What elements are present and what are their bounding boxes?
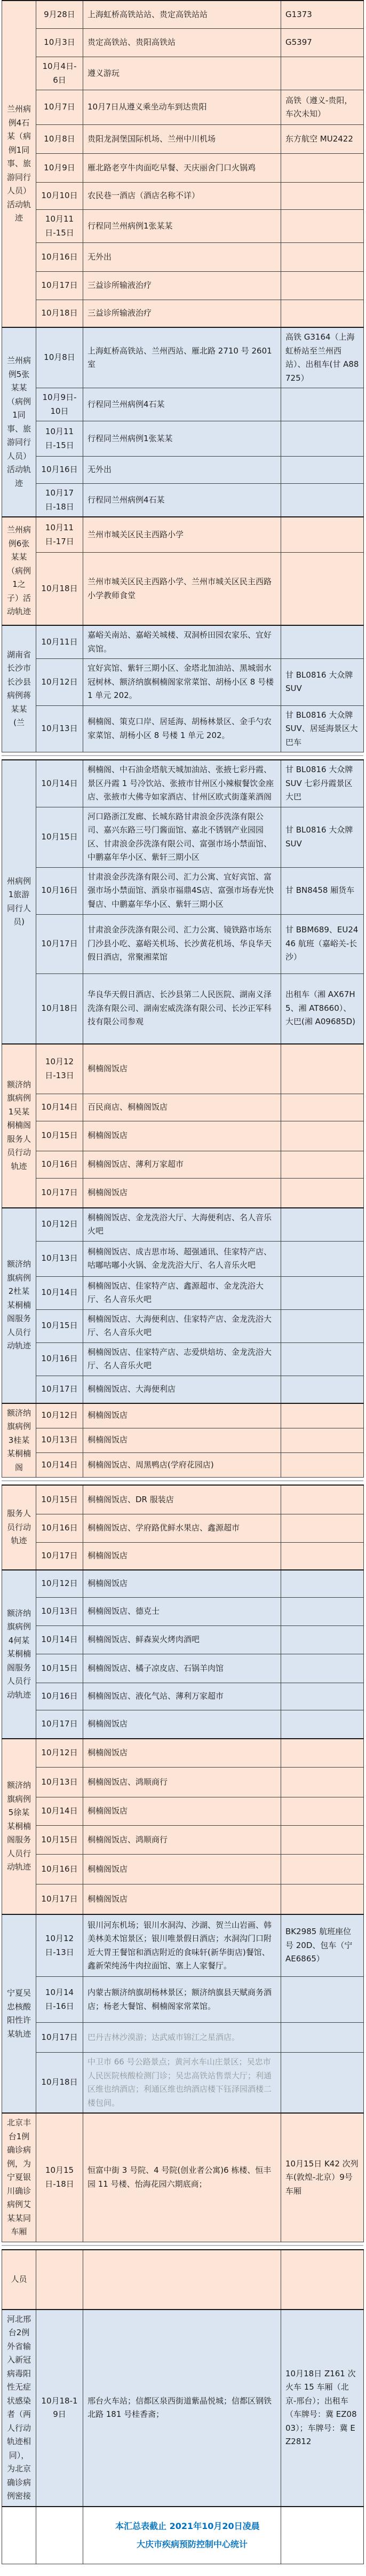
transport-cell: 东方航空 MU2422 — [281, 125, 364, 154]
activity-cell: 桐楠阁饭店 — [83, 1884, 281, 1915]
table-row — [2, 1884, 364, 1915]
transport-cell — [281, 2023, 364, 2053]
activity-cell: 桐楠阁饭店、鲜森炭火烤肉酒吧 — [83, 1626, 281, 1654]
table-row — [2, 1309, 364, 1342]
date-cell: 10月8日 — [36, 125, 83, 154]
case-label: 兰州病例4石某（病例1同事、旅游同行人员）活动轨迹 — [2, 1, 36, 327]
transport-cell — [281, 300, 364, 328]
table-row — [2, 1121, 364, 1151]
table-row — [2, 867, 364, 914]
date-cell: 10月12日-13日 — [36, 1044, 83, 1094]
activity-cell: 行程同兰州病例4石某 — [83, 388, 281, 421]
date-cell: 10月17日 — [36, 1884, 83, 1915]
table-row — [2, 272, 364, 300]
activity-cell: 农民巷一酒店（酒店名称不详） — [83, 183, 281, 210]
footer-empty-date-cell — [36, 2507, 83, 2564]
table-row — [2, 125, 364, 154]
table-row — [2, 1710, 364, 1739]
case-label: 兰州病例6张某某（病例1之子）活动轨迹 — [2, 517, 36, 625]
date-cell: 10月17日 — [36, 2023, 83, 2053]
transport-cell — [281, 243, 364, 272]
activity-cell: 三益诊所输液治疗 — [83, 272, 281, 300]
case-label: 额济纳旗病例4何某某桐楠阁服务人员行动轨迹 — [2, 1570, 36, 1739]
case-label: 兰州病例5张某某（病例1同事、旅游同行人员）活动轨迹 — [2, 327, 36, 517]
table-row — [2, 2310, 364, 2507]
activity-cell: 桐楠阁饭店、金龙洗浴大厅、大海便利店、名人音乐火吧 — [83, 1208, 281, 1242]
activity-cell: 桐楠阁饭店、佳家特产店、志爱烘焙坊、金龙洗浴大厅、名人音乐火吧 — [83, 1342, 281, 1376]
transport-cell — [281, 1543, 364, 1570]
table-row — [2, 1452, 364, 1477]
date-cell: 10月16日 — [36, 1855, 83, 1884]
date-cell: 10月15日 — [36, 1826, 83, 1855]
transport-cell: G1373 — [281, 1, 364, 29]
table-row — [2, 1570, 364, 1598]
transport-cell — [281, 484, 364, 517]
date-cell: 10月12日 — [36, 1739, 83, 1768]
table-row — [2, 1514, 364, 1543]
table-row — [2, 1977, 364, 2023]
table-row — [2, 2053, 364, 2114]
date-cell: 10月14日 — [36, 1276, 83, 1309]
activity-cell: 上海虹桥高铁站、兰州西站、雁北路 2710 号 2601 室 — [83, 327, 281, 388]
table-row — [2, 183, 364, 210]
activity-cell: 中卫市 66 号公路景点；黄河水车山庄景区；吴忠市人民医院核酸检测门诊；吴忠高铁站售票大厅；利通区维也纳酒店；利通区维也纳酒店楼下钰泽园酒楼二楼包间。 — [83, 2053, 281, 2114]
activity-cell: 桐楠阁饭店、大海便利店、佳家特产店、金龙洗浴大厅、名人音乐火吧 — [83, 1309, 281, 1342]
activity-cell: 宜好宾馆、紫轩三期小区、金塔北加油站、黑城弱水冠树林、额济纳旗桐楠阁家常菜馆、胡杨小区 8 号楼 1 单元 202。 — [83, 659, 281, 706]
transport-cell — [281, 2053, 364, 2114]
activity-cell — [83, 2250, 281, 2310]
table-row — [2, 210, 364, 243]
date-cell: 10月15日 — [36, 1485, 83, 1514]
transport-cell — [281, 1855, 364, 1884]
transport-cell — [281, 1570, 364, 1598]
activity-cell: 桐楠阁饭店、液化气站、薄利万家超市 — [83, 1683, 281, 1710]
date-cell: 10月15日-18日 — [36, 2113, 83, 2242]
transport-cell — [281, 1485, 364, 1514]
date-cell: 10月16日 — [36, 1514, 83, 1543]
transport-cell — [281, 1121, 364, 1151]
table-row — [2, 1914, 364, 1977]
page-break — [2, 752, 363, 759]
table-row — [2, 388, 364, 421]
date-cell: 10月16日 — [36, 243, 83, 272]
table-row — [2, 327, 364, 388]
activity-cell: 河口路浙江发廊、长城东路甘肃浪金莎洗涤有限公司、嘉兴东路三号门酱面馆、嘉北不锈钢产业园园区、甘肃浪金莎洗涤有限公司、富强市场小禁面馆、中鹏嘉年华小区、紫轩三期小区 — [83, 807, 281, 867]
activity-cell: 桐楠阁饭店 — [83, 1403, 281, 1428]
footer-note-cell — [83, 2507, 281, 2564]
activity-cell: 桐楠阁饭店 — [83, 1121, 281, 1151]
transport-cell — [281, 457, 364, 484]
date-cell: 10月18日 — [36, 2053, 83, 2114]
transport-cell: 高铁（遵义-贵阳，车次未知） — [281, 90, 364, 125]
activity-cell: 无外出 — [83, 457, 281, 484]
trajectory-table-page-2 — [2, 759, 364, 1478]
activity-cell: 桐楠阁饭店 — [83, 1428, 281, 1452]
table-row — [2, 1739, 364, 1768]
date-cell: 10月17日 — [36, 272, 83, 300]
activity-cell: 桐楠阁饭店、鸿顺商行 — [83, 1826, 281, 1855]
date-cell: 10月17日 — [36, 914, 83, 973]
transport-cell — [281, 553, 364, 626]
date-cell: 10月9日-10日 — [36, 388, 83, 421]
activity-cell: 桐楠阁饭店 — [83, 1797, 281, 1826]
page-break — [2, 1478, 363, 1485]
activity-cell: 桐楠阁、中石油金塔航天城加油站、张掖七彩丹霞、景区丹霞 1 号冷饮站、张掖市甘州区小辣椒餐饮金座店、张掖市大佛寺如家酒店、甘州区欧式街蓬莱酒阁 — [83, 760, 281, 807]
table-row — [2, 517, 364, 553]
transport-cell: 甘 BL0816 大众牌 SUV — [281, 659, 364, 706]
activity-cell: 桐楠阁饭店 — [83, 1570, 281, 1598]
date-cell: 10月17日 — [36, 1178, 83, 1208]
case-label: 宁夏吴忠核酸阳性许某轨迹 — [2, 1914, 36, 2113]
table-row — [2, 2023, 364, 2053]
transport-cell: 甘 BL0816 大众牌 SUV、居延海景区大巴车 — [281, 705, 364, 752]
transport-cell: 高铁 G3164（上海虹桥站至兰州西站）、出租车(甘 A88725） — [281, 327, 364, 388]
date-cell: 10月18日 — [36, 553, 83, 626]
case-label: 额济纳旗病例2杜某某桐楠阁服务人员行动轨迹 — [2, 1208, 36, 1403]
date-cell: 10月16日 — [36, 1683, 83, 1710]
date-cell: 10月16日 — [36, 1342, 83, 1376]
case-label: 州病例1旅游同行人员) — [2, 760, 36, 1044]
footer-empty-label-cell — [2, 2507, 36, 2564]
table-row — [2, 1094, 364, 1121]
page-break — [2, 2242, 363, 2249]
transport-cell: 10月15日 K42 次列车(敦煌-北京）9号车厢 — [281, 2113, 364, 2242]
date-cell: 10月14日 — [36, 1797, 83, 1826]
footer-note-line2: 大庆市疾病预防控制中心统计 — [137, 2539, 248, 2549]
date-cell — [36, 2250, 83, 2310]
table-row — [2, 1151, 364, 1178]
activity-cell: 桐楠阁饭店、鸿顺商行 — [83, 1768, 281, 1797]
case-label: 服务人员行动轨迹 — [2, 1485, 36, 1570]
table-row — [2, 973, 364, 1044]
case-label: 人员 — [2, 2250, 36, 2310]
transport-cell: 甘 BL0816 大众牌 SUV — [281, 807, 364, 867]
table-row — [2, 57, 364, 90]
transport-cell — [281, 1342, 364, 1376]
table-row — [2, 154, 364, 183]
date-cell: 10月12日-13日 — [36, 1914, 83, 1977]
activity-cell: 上海虹桥高铁站站、贵定高铁站站 — [83, 1, 281, 29]
activity-cell: 甘肃浪金莎洗涤有限公司、汇力公寓、宜好宾馆、富强市场小禁面馆、酒泉市福鼎4S店、富强市场春光快餐店、中鹏嘉年华小区、紫轩三期小区 — [83, 867, 281, 914]
activity-cell: 行程同兰州病例1张某某 — [83, 210, 281, 243]
activity-cell: 桐楠阁饭店 — [83, 1855, 281, 1884]
date-cell: 10月18日 — [36, 300, 83, 328]
transport-cell — [281, 1710, 364, 1739]
transport-cell — [281, 183, 364, 210]
transport-cell — [281, 2250, 364, 2310]
activity-cell: 桐楠阁饭店、佳家特产店、鑫源超市、金龙洗浴大厅、名人音乐火吧 — [83, 1276, 281, 1309]
date-cell: 10月12日 — [36, 1570, 83, 1598]
footer-empty-transport-cell — [281, 2507, 364, 2564]
transport-cell — [281, 1598, 364, 1626]
table-row — [2, 1683, 364, 1710]
date-cell: 10月10日 — [36, 183, 83, 210]
transport-cell: 出租车（湘 AX67H5、湘 AT8660）、大巴(湘 A09685D) — [281, 973, 364, 1044]
date-cell: 10月14日 — [36, 1626, 83, 1654]
transport-cell — [281, 1452, 364, 1477]
activity-cell: 兰州市城关区民主西路小学 — [83, 517, 281, 553]
case-label: 额济纳旗病例1吴某桐楠阁服务人员行动轨迹 — [2, 1044, 36, 1208]
table-row — [2, 1, 364, 29]
table-row — [2, 1428, 364, 1452]
date-cell: 10月14日 — [36, 1094, 83, 1121]
case-label: 湖南省长沙市长沙县病例蒋某某(兰 — [2, 625, 36, 752]
table-row — [2, 1178, 364, 1208]
transport-cell — [281, 1376, 364, 1403]
activity-cell: 雁北路老亨牛肉面吃早餐、天庆丽舍门口火锅鸡 — [83, 154, 281, 183]
transport-cell: 甘 BBM689、EU2446 航班（嘉峪关-长沙） — [281, 914, 364, 973]
date-cell: 10月18-19日 — [36, 2310, 83, 2507]
date-cell: 10月13日 — [36, 1768, 83, 1797]
table-row — [2, 1826, 364, 1855]
table-row — [2, 243, 364, 272]
trajectory-table-page-1 — [2, 0, 364, 752]
activity-cell: 桐楠阁饭店 — [83, 1739, 281, 1768]
transport-cell — [281, 1514, 364, 1543]
trajectory-table-page-3 — [2, 1485, 364, 2242]
activity-cell: 甘肃浪金莎洗涤有限公司、汇力公寓、镜铁路市场东门沙县小吃、嘉峪关机场、长沙黄花机场、华良华天假日酒店，常聚湘菜馆 — [83, 914, 281, 973]
date-cell: 10月8日 — [36, 327, 83, 388]
transport-cell — [281, 1977, 364, 2023]
date-cell: 10月13日 — [36, 705, 83, 752]
activity-cell: 桐楠阁饭店 — [83, 1710, 281, 1739]
date-cell: 10月9日 — [36, 154, 83, 183]
date-cell: 10月12日 — [36, 1208, 83, 1242]
table-row — [2, 1654, 364, 1683]
activity-cell: 10月7日从遵义乘坐动车到达贵阳 — [83, 90, 281, 125]
activity-cell: 桐楠阁、策克口岸、居延海、胡杨林景区、金手勺农家菜馆、胡杨小区 8 号楼 1 单元 202。 — [83, 705, 281, 752]
transport-cell — [281, 1403, 364, 1428]
activity-cell: 桐楠阁饭店 — [83, 1178, 281, 1208]
activity-cell: 桐楠阁饭店、学府路优鲜水果店、鑫源超市 — [83, 1514, 281, 1543]
activity-cell: 桐楠阁饭店、成吉思市场、超强通讯、佳家特产店、咕嘟咕嘟小火锅、金龙洗浴大厅、名人音乐火吧 — [83, 1241, 281, 1276]
date-cell: 10月17日 — [36, 1710, 83, 1739]
table-row — [2, 705, 364, 752]
date-cell: 9月28日 — [36, 1, 83, 29]
transport-cell — [281, 1739, 364, 1768]
date-cell: 10月11日-15日 — [36, 421, 83, 457]
activity-cell: 桐楠阁饭店、大海便利店 — [83, 1376, 281, 1403]
activity-cell: 百民商店、桐楠阁饭店 — [83, 1094, 281, 1121]
date-cell: 10月17日-18日 — [36, 484, 83, 517]
activity-cell: 兰州市城关区民主西路小学、兰州市城关区民主西路小学教师食堂 — [83, 553, 281, 626]
activity-cell: 桐楠阁饭店、薄利万家超市 — [83, 1151, 281, 1178]
transport-cell: 甘 BL0816 大众牌 SUV 七彩丹霞景区大巴 — [281, 760, 364, 807]
table-row — [2, 1485, 364, 1514]
date-cell: 10月15日 — [36, 1309, 83, 1342]
table-row — [2, 553, 364, 626]
transport-cell — [281, 1178, 364, 1208]
transport-cell — [281, 388, 364, 421]
trajectory-table-page-4 — [2, 2249, 364, 2564]
transport-cell: BK2985 航班座位号 20D、包车（宁 AE6865） — [281, 1914, 364, 1977]
activity-cell: 行程同兰州病例4石某 — [83, 484, 281, 517]
transport-cell: 甘 BN8458 厢货车 — [281, 867, 364, 914]
transport-cell — [281, 1797, 364, 1826]
transport-cell — [281, 1276, 364, 1309]
transport-cell — [281, 1241, 364, 1276]
activity-cell: 无外出 — [83, 243, 281, 272]
transport-cell — [281, 1626, 364, 1654]
table-row — [2, 1403, 364, 1428]
table-row — [2, 1768, 364, 1797]
transport-cell — [281, 1884, 364, 1915]
table-row — [2, 1626, 364, 1654]
transport-cell — [281, 1768, 364, 1797]
date-cell: 10月16日 — [36, 1151, 83, 1178]
date-cell: 10月15日 — [36, 807, 83, 867]
date-cell: 10月12日 — [36, 1403, 83, 1428]
date-cell: 10月16日 — [36, 867, 83, 914]
transport-cell: G5397 — [281, 29, 364, 57]
activity-cell: 桐楠阁饭店、橘子凉皮店、石锅羊肉馆 — [83, 1654, 281, 1683]
activity-cell: 桐楠阁饭店 — [83, 1543, 281, 1570]
date-cell: 10月14日 — [36, 1452, 83, 1477]
activity-cell: 银川河东机场；银川水洞沟、沙湖、贺兰山岩画、韩美林美术馆景区；银川唯景假日酒店；水洞沟门口附近大胃王餐馆和酒店附近的食味轩(新华街店)餐馆、鑫新荣纯汤牛肉拉面馆、塞上人家餐厅。 — [83, 1914, 281, 1977]
date-cell: 10月17日 — [36, 1543, 83, 1570]
date-cell: 10月11日-17日 — [36, 517, 83, 553]
transport-cell — [281, 517, 364, 553]
table-row — [2, 1376, 364, 1403]
case-label: 额济纳旗病例5徐某某桐楠阁服务人员行动轨迹 — [2, 1739, 36, 1914]
table-row — [2, 90, 364, 125]
table-row — [2, 29, 364, 57]
activity-cell: 桐楠阁饭店、DR 服装店 — [83, 1485, 281, 1514]
transport-cell — [281, 1428, 364, 1452]
transport-cell: 10月18日 Z161 次火车 15 车厢（北京-邢台）；出租车（车牌号：冀 EZ0803）；车牌号：冀 EZ2812 — [281, 2310, 364, 2507]
table-row — [2, 1342, 364, 1376]
table-row — [2, 1855, 364, 1884]
table-row — [2, 1276, 364, 1309]
table-row — [2, 625, 364, 659]
activity-cell: 邢台火车站；信都区泉西街道紫晶悦城；信都区钢铁北路 181 号桂香斋； — [83, 2310, 281, 2507]
table-row — [2, 1598, 364, 1626]
table-row — [2, 807, 364, 867]
activity-cell: 桐楠阁饭店、德克士 — [83, 1598, 281, 1626]
table-row — [2, 914, 364, 973]
transport-cell — [281, 1044, 364, 1094]
activity-cell: 内蒙古额济纳旗胡杨林景区；额济纳旗县天赋商务酒店；杨老大餐馆、桐楠阁家常菜馆。 — [83, 1977, 281, 2023]
table-row — [2, 760, 364, 807]
transport-cell — [281, 1654, 364, 1683]
table-row — [2, 1044, 364, 1094]
date-cell: 10月17日 — [36, 1376, 83, 1403]
date-cell: 10月18日 — [36, 973, 83, 1044]
activity-cell: 贵定高铁站、贵阳高铁站 — [83, 29, 281, 57]
transport-cell — [281, 57, 364, 90]
transport-cell — [281, 625, 364, 659]
transport-cell — [281, 1094, 364, 1121]
date-cell: 10月4日-6日 — [36, 57, 83, 90]
activity-cell: 桐楠阁饭店 — [83, 1044, 281, 1094]
activity-cell: 华良华天假日酒店、长沙县第二人民医院、湖南义泽洗涤有限公司、湖南宏威洗涤有限公司、长沙正军科技有限公司参观 — [83, 973, 281, 1044]
activity-cell: 行程同兰州病例1张某某 — [83, 421, 281, 457]
date-cell: 10月13日 — [36, 1241, 83, 1276]
footer-note-line1: 本汇总表截止 2021年10月20日凌晨 — [115, 2520, 260, 2531]
transport-cell — [281, 421, 364, 457]
activity-cell: 三益诊所输液治疗 — [83, 300, 281, 328]
date-cell: 10月16日 — [36, 457, 83, 484]
table-row — [2, 1208, 364, 1242]
footer-row — [2, 2507, 364, 2564]
date-cell: 10月11日-15日 — [36, 210, 83, 243]
table-row — [2, 1797, 364, 1826]
activity-cell: 恒富中街 3 号院、4 号院(创业者公寓)6 栋楼、恒丰园 11 号楼、怡海花园六期底商； — [83, 2113, 281, 2242]
case-label: 河北邢台2例外省输入新冠病毒阳性无症状感染者（两人行动轨迹相同），为北京确诊病例密接 — [2, 2310, 36, 2507]
transport-cell — [281, 272, 364, 300]
activity-cell: 桐楠阁饭店、周黑鸭店(学府花园店) — [83, 1452, 281, 1477]
date-cell: 10月15日 — [36, 1654, 83, 1683]
activity-cell: 嘉峪关南站、嘉峪关城楼、双洞桥田园农家乐、宜好宾馆。 — [83, 625, 281, 659]
transport-cell — [281, 154, 364, 183]
table-row — [2, 457, 364, 484]
activity-cell: 巴丹吉林沙漠游；达武威市锦江之星酒店。 — [83, 2023, 281, 2053]
transport-cell — [281, 1151, 364, 1178]
transport-cell — [281, 1683, 364, 1710]
table-row — [2, 421, 364, 457]
activity-cell: 遵义游玩 — [83, 57, 281, 90]
date-cell: 10月12日 — [36, 659, 83, 706]
date-cell: 10月14日-16日 — [36, 1977, 83, 2023]
transport-cell — [281, 1309, 364, 1342]
date-cell: 10月13日 — [36, 1428, 83, 1452]
transport-cell — [281, 210, 364, 243]
table-row — [2, 2113, 364, 2242]
date-cell: 10月7日 — [36, 90, 83, 125]
transport-cell — [281, 1826, 364, 1855]
table-row — [2, 1543, 364, 1570]
case-label: 额济纳旗病例3桂某某桐楠阁 — [2, 1403, 36, 1478]
table-row — [2, 484, 364, 517]
date-cell: 10月3日 — [36, 29, 83, 57]
transport-cell — [281, 1208, 364, 1242]
case-label: 北京丰台1例确诊病例，为宁夏银川确诊病例艾某某同车厢 — [2, 2113, 36, 2242]
activity-cell: 贵阳龙洞堡国际机场、兰州中川机场 — [83, 125, 281, 154]
table-row — [2, 2250, 364, 2310]
table-row — [2, 1241, 364, 1276]
date-cell: 10月15日 — [36, 1121, 83, 1151]
date-cell: 10月14日 — [36, 760, 83, 807]
table-row — [2, 659, 364, 706]
table-row — [2, 300, 364, 328]
date-cell: 10月13日 — [36, 1598, 83, 1626]
date-cell: 10月11日 — [36, 625, 83, 659]
